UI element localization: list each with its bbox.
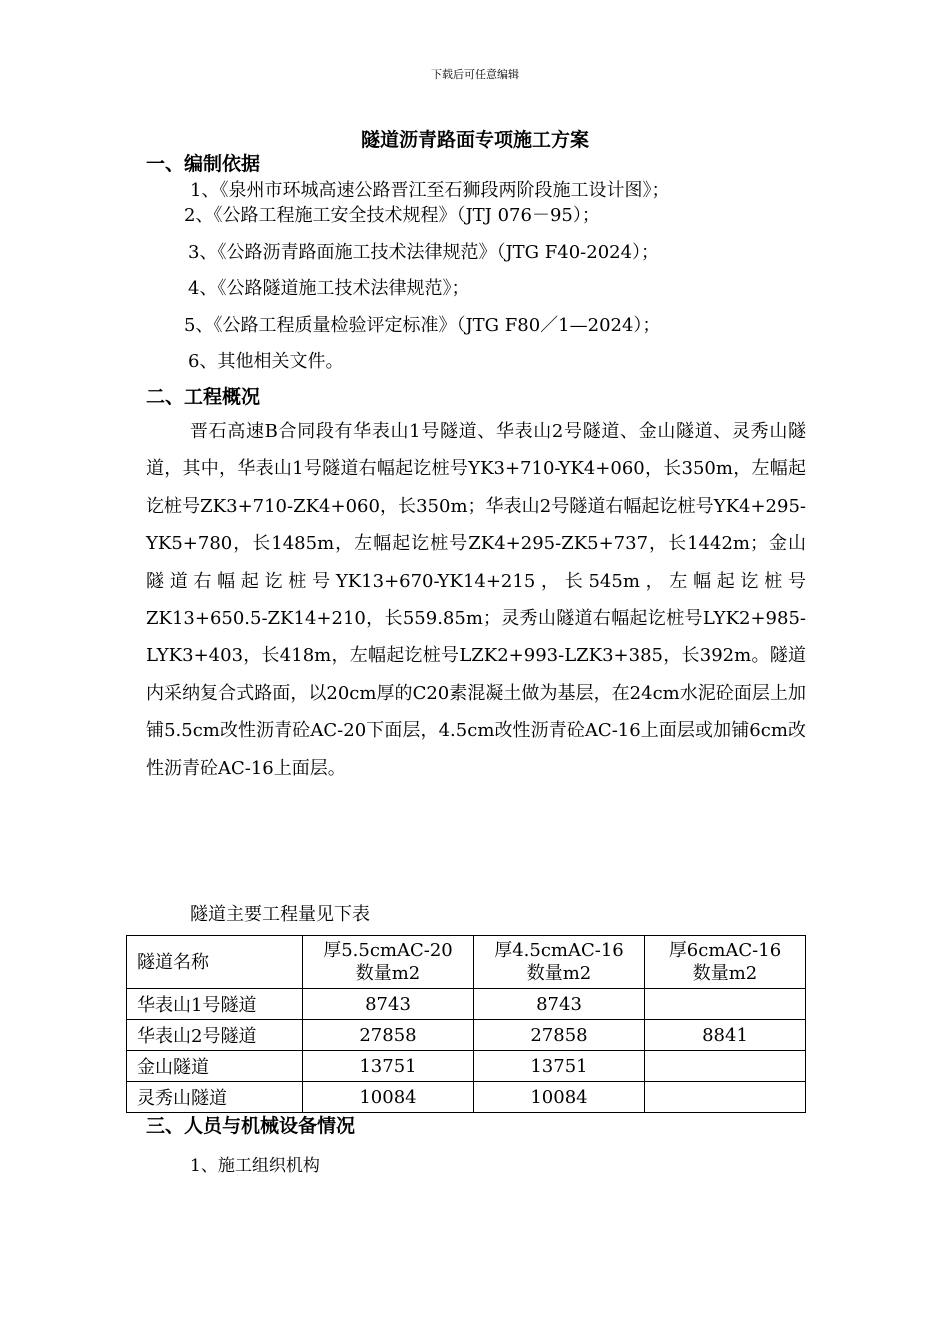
table-cell [645, 1051, 806, 1082]
section-3-subheading: 1、施工组织机构 [190, 1156, 320, 1176]
table-cell: 8841 [645, 1020, 806, 1051]
table-cell: 8743 [474, 989, 645, 1020]
reference-item-3: 3、《公路沥青路面施工技术法律规范》（JTG F40-2024）； [188, 242, 660, 263]
section-2-heading: 二、工程概况 [146, 386, 261, 408]
table-cell-name: 华表山1号隧道 [127, 989, 303, 1020]
table-header-row [127, 936, 806, 989]
reference-item-5: 5、《公路工程质量检验评定标准》（JTG F80／1—2024）； [184, 315, 661, 336]
table-row [127, 1051, 806, 1082]
table-row [127, 1082, 806, 1113]
table-row [127, 1020, 806, 1051]
table-row [127, 989, 806, 1020]
table-cell: 13751 [474, 1051, 645, 1082]
reference-item-2: 2、《公路工程施工安全技术规程》（JTJ 076－95）； [184, 205, 600, 226]
table-cell: 13751 [303, 1051, 474, 1082]
header-tunnel-name: 隧道名称 [127, 936, 303, 989]
project-overview-paragraph: 晋石高速B合同段有华表山1号隧道、华表山2号隧道、金山隧道、灵秀山隧道，其中，华表山1号隧道右幅起讫桩号YK3+710-YK4+060，长350m，左幅起讫桩号ZK3+710-ZK4+060，长350m；华表山2号隧道右幅起讫桩号YK4+295-YK5+780，长1485m，左幅起讫桩号ZK4+295-ZK5+737，长1442m；金山隧道右幅起讫桩号YK13+670-YK14+215，长545m，左幅起讫桩号ZK13+650.5-ZK14+210，长559.85m；灵秀山隧道右幅起讫桩号LYK2+985-LYK3+403，长418m，左幅起讫桩号LZK2+993-LZK3+385，长392m。隧道内采纳复合式路面，以20cm厚的C20素混凝土做为基层，在24cm水泥砼面层上加铺5.5cm改性沥青砼AC-20下面层，4.5cm改性沥青砼AC-16上面层或加铺6cm改性沥青砼AC-16上面层。 [146, 421, 806, 779]
header-ac16-4-5cm: 厚4.5cmAC-16 数量m2 [474, 936, 645, 989]
section-1-heading: 一、编制依据 [146, 153, 261, 175]
table-cell-name: 华表山2号隧道 [127, 1020, 303, 1051]
reference-item-6: 6、其他相关文件。 [188, 351, 344, 372]
table-caption: 隧道主要工程量见下表 [190, 904, 370, 925]
reference-item-1: 1、《泉州市环城高速公路晋江至石狮段两阶段施工设计图》； [190, 180, 670, 201]
table-cell: 10084 [303, 1082, 474, 1113]
table-cell: 27858 [303, 1020, 474, 1051]
header-ac20-5-5cm: 厚5.5cmAC-20 数量m2 [303, 936, 474, 989]
table-cell: 8743 [303, 989, 474, 1020]
table-cell [645, 989, 806, 1020]
tunnel-quantity-table [126, 935, 806, 1113]
table-cell-name: 金山隧道 [127, 1051, 303, 1082]
document-title: 隧道沥青路面专项施工方案 [360, 129, 589, 151]
table-cell [645, 1082, 806, 1113]
table-cell: 10084 [474, 1082, 645, 1113]
reference-item-4: 4、《公路隧道施工技术法律规范》； [188, 278, 470, 299]
table-cell: 27858 [474, 1020, 645, 1051]
header-ac16-6cm: 厚6cmAC-16 数量m2 [645, 936, 806, 989]
table-cell-name: 灵秀山隧道 [127, 1082, 303, 1113]
section-3-heading: 三、人员与机械设备情况 [146, 1115, 356, 1137]
header-note: 下载后可任意编辑 [431, 68, 519, 81]
